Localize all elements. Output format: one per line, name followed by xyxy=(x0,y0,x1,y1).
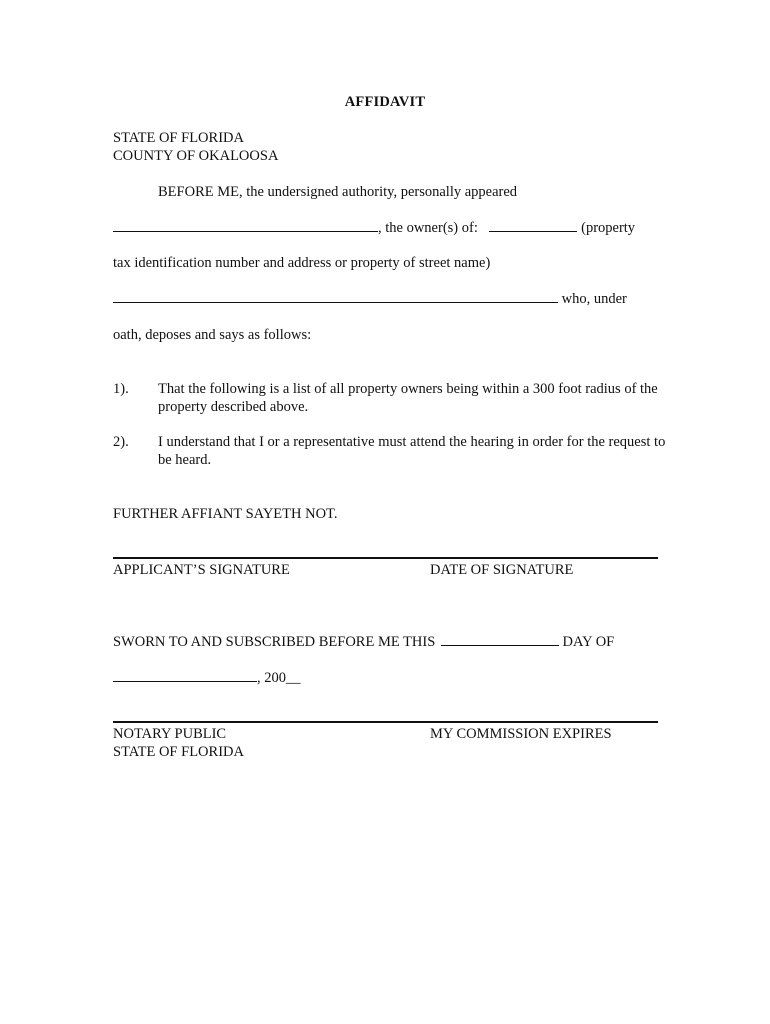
notary-rule xyxy=(113,721,658,723)
month-year-line xyxy=(113,669,301,687)
property-address-line xyxy=(113,290,627,308)
commission-expires-label: MY COMMISSION EXPIRES xyxy=(430,726,612,742)
owner-line xyxy=(113,219,635,237)
applicant-signature-label: APPLICANT’S SIGNATURE xyxy=(113,562,290,578)
state-line: STATE OF FLORIDA xyxy=(113,130,244,146)
document-title: AFFIDAVIT xyxy=(344,94,426,110)
intro-line: BEFORE ME, the undersigned authority, personally appeared xyxy=(158,184,518,200)
day-of-text: DAY OF xyxy=(562,634,615,650)
owner-line-suffix: , the owner(s) of: xyxy=(378,220,478,236)
tax-line: tax identification number and address or property of street name) xyxy=(113,255,491,271)
month-blank[interactable] xyxy=(113,669,257,682)
notary-public-label: NOTARY PUBLIC xyxy=(113,726,227,742)
day-blank[interactable] xyxy=(441,633,559,646)
sworn-prefix: SWORN TO AND SUBSCRIBED BEFORE ME THIS xyxy=(113,634,436,650)
item-1-text: That the following is a list of all property owners being within a 300 foot radius of the property described above. xyxy=(158,381,658,415)
further-affiant-line: FURTHER AFFIANT SAYETH NOT. xyxy=(113,506,338,522)
item-2-number: 2). xyxy=(113,434,129,450)
signature-rule xyxy=(113,557,658,559)
who-under-text: who, under xyxy=(561,291,627,307)
year-text: , 200__ xyxy=(257,670,301,686)
item-2-text: I understand that I or a representative must attend the hearing in order for the request to be heard. xyxy=(158,434,666,468)
property-id-blank[interactable] xyxy=(489,219,577,232)
sworn-line xyxy=(113,633,614,651)
oath-line: oath, deposes and says as follows: xyxy=(113,327,312,343)
notary-state-label: STATE OF FLORIDA xyxy=(113,744,244,760)
date-of-signature-label: DATE OF SIGNATURE xyxy=(430,562,574,578)
item-1-number: 1). xyxy=(113,381,129,397)
property-address-blank[interactable] xyxy=(113,290,558,303)
county-line: COUNTY OF OKALOOSA xyxy=(113,148,279,164)
owner-name-blank[interactable] xyxy=(113,219,378,232)
property-open-text: (property xyxy=(581,220,636,236)
